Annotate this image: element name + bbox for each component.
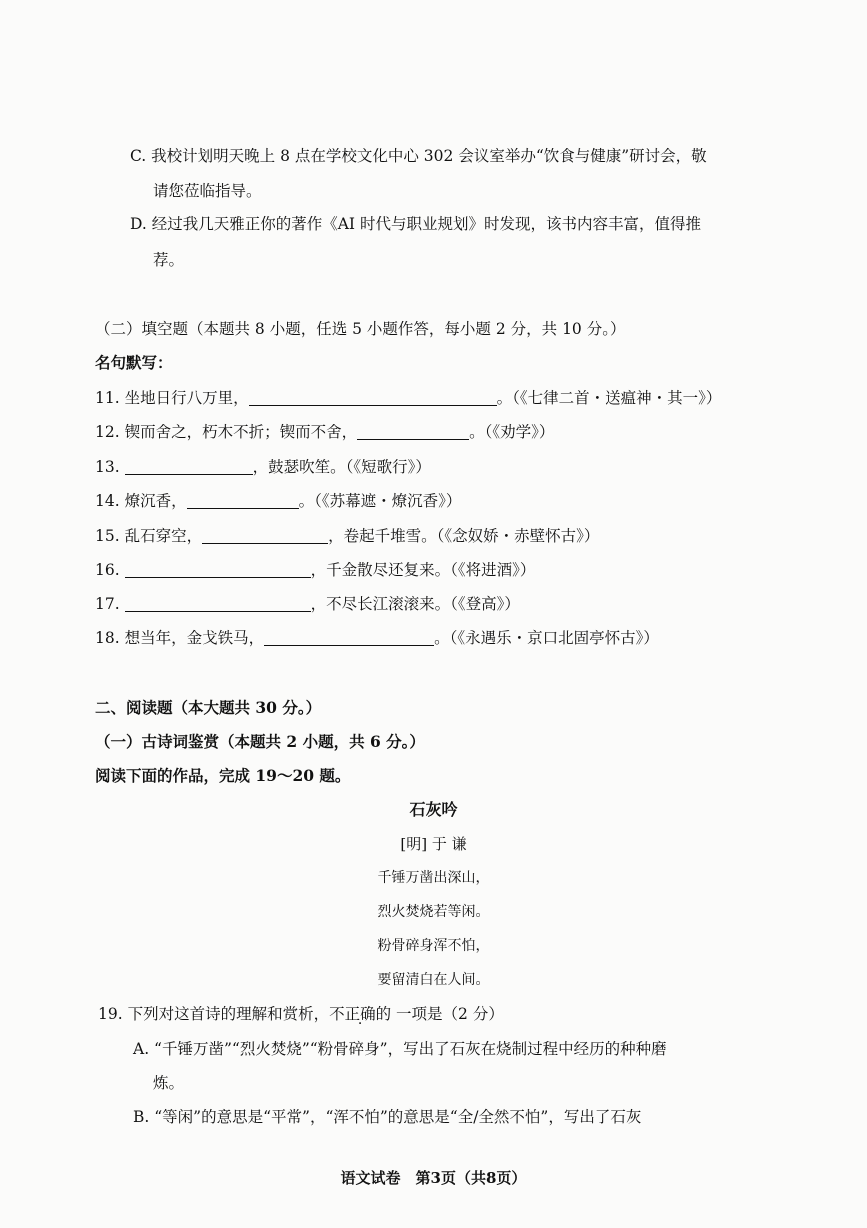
fill-item-18 <box>95 627 659 649</box>
fill-item-12 <box>95 421 554 443</box>
poem-line: 千锤万凿出深山， <box>377 870 490 886</box>
fill-section-subheading: 名句默写： <box>95 353 173 372</box>
question-19-emphasis: 不正确的 <box>329 1005 392 1023</box>
answer-blank[interactable] <box>202 527 328 544</box>
fill-item-16 <box>95 559 535 581</box>
fill-item-text: 11. 坐地日行八万里， <box>95 389 249 407</box>
fill-item-14 <box>95 490 461 512</box>
option-c-line1: C. 我校计划明天晚上 8 点在学校文化中心 302 会议室举办“饮食与健康”研讨会，敬 <box>130 147 707 165</box>
question-19-option-b-line1: B. “等闲”的意思是“平常”，“浑不怕”的意思是“全/全然不怕”，写出了石灰 <box>133 1108 642 1126</box>
answer-blank[interactable] <box>264 629 434 646</box>
question-19 <box>98 1003 504 1025</box>
fill-item-11 <box>95 387 721 409</box>
fill-item-17 <box>95 593 520 615</box>
answer-blank[interactable] <box>125 561 311 578</box>
question-19-option-a-line1: A. “千锤万凿”“烈火焚烧”“粉骨碎身”，写出了石灰在烧制过程中经历的种种磨 <box>133 1040 667 1058</box>
answer-blank[interactable] <box>357 423 469 440</box>
fill-item-text: ，鼓瑟吹笙。（《短歌行》） <box>252 458 431 476</box>
fill-item-text: ，不尽长江滚滚来。（《登高》） <box>310 595 520 613</box>
fill-item-text: 16. <box>95 561 125 579</box>
page-footer: 语文试卷 第3页（共8页） <box>340 1169 527 1187</box>
fill-item-text: 15. 乱石穿空， <box>95 527 203 545</box>
reading-heading: 二、阅读题（本大题共 30 分。） <box>95 698 322 717</box>
question-19-suffix: 一项是（2 分） <box>391 1005 504 1023</box>
question-19-prefix: 19. 下列对这首诗的理解和赏析， <box>98 1005 330 1023</box>
question-19-option-a-line2: 炼。 <box>153 1074 185 1092</box>
fill-item-text: 13. <box>95 458 125 476</box>
fill-item-text: 12. 锲而舍之，朽木不折；锲而不舍， <box>95 423 358 441</box>
fill-item-text: 17. <box>95 595 125 613</box>
option-d-line2: 荐。 <box>153 251 185 269</box>
option-c-line2: 请您莅临指导。 <box>153 182 262 200</box>
reading-subheading: （一）古诗词鉴赏（本题共 2 小题，共 6 分。） <box>95 732 425 751</box>
answer-blank[interactable] <box>187 492 299 509</box>
answer-blank[interactable] <box>125 458 253 475</box>
fill-item-15 <box>95 525 599 547</box>
poem-line: 烈火焚烧若等闲。 <box>377 904 490 920</box>
poem-author: [明] 于 谦 <box>400 835 467 853</box>
poem-title: 石灰吟 <box>409 800 458 819</box>
poem-line: 要留清白在人间。 <box>377 972 490 988</box>
poem-line: 粉骨碎身浑不怕， <box>377 938 490 954</box>
reading-instruction: 阅读下面的作品，完成 19～20 题。 <box>95 766 351 785</box>
answer-blank[interactable] <box>249 389 497 406</box>
option-d-line1: D. 经过我几天雅正你的著作《AI 时代与职业规划》时发现，该书内容丰富，值得推 <box>130 215 701 233</box>
fill-item-text: ，卷起千堆雪。（《念奴娇・赤壁怀古》） <box>328 527 600 545</box>
fill-item-text: 18. 想当年，金戈铁马， <box>95 629 265 647</box>
fill-item-text: 。（《劝学》） <box>469 423 555 441</box>
fill-item-text: ，千金散尽还复来。（《将进酒》） <box>310 561 536 579</box>
answer-blank[interactable] <box>125 595 311 612</box>
fill-item-text: 。（《苏幕遮・燎沉香》） <box>298 492 462 510</box>
fill-item-13 <box>95 456 431 478</box>
fill-item-text: 14. 燎沉香， <box>95 492 187 510</box>
fill-section-heading: （二）填空题（本题共 8 小题，任选 5 小题作答，每小题 2 分，共 10 分。） <box>95 320 626 338</box>
fill-item-text: 。（《永遇乐・京口北固亭怀古》） <box>434 629 659 647</box>
fill-item-text: 。（《七律二首・送瘟神・其一》） <box>496 389 722 407</box>
